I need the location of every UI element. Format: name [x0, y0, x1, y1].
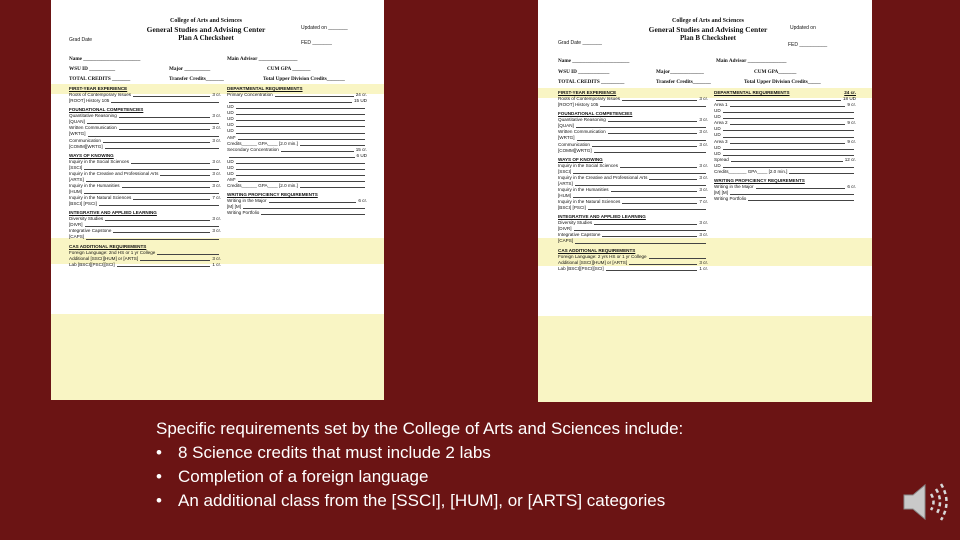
blank-line [113, 228, 210, 233]
requirement-label: AM* [227, 134, 236, 140]
requirement-row [558, 102, 708, 108]
blank-line [140, 256, 210, 261]
blank-line [594, 148, 706, 153]
credit-value: 3 cr. [212, 216, 221, 222]
requirement-label: [CAPS] [558, 238, 574, 244]
highlight-band [538, 316, 872, 402]
blank-line [730, 139, 846, 144]
requirement-label: FOUNDATIONAL COMPETENCIES [69, 107, 144, 113]
requirement-label: UD [714, 114, 721, 120]
requirement-label: INTEGRATIVE AND APPLIED LEARNING [69, 210, 157, 216]
blank-line [86, 234, 219, 239]
requirement-label: DEPARTMENTAL REQUIREMENTS [227, 86, 303, 91]
list-item [156, 489, 856, 513]
credit-value: 1 cr. [212, 261, 221, 267]
caption-intro: Specific requirements set by the College of Arts and Sciences include: [156, 419, 684, 438]
gen-ed-column [69, 83, 221, 268]
plan-b-checksheet [538, 0, 872, 402]
requirement-label: UD [227, 104, 234, 110]
requirement-label: Secondary Concentration [227, 146, 279, 152]
credit-value: 3 cr. [212, 113, 221, 119]
credit-value: 3 cr. [212, 182, 221, 188]
blank-line [576, 123, 706, 128]
requirement-label: [ARTS] [69, 176, 84, 182]
credit-value: 3 cr. [699, 117, 708, 123]
blank-line [238, 177, 365, 182]
grad-date: Grad Date _______ [558, 40, 602, 46]
requirement-label: Additional [SSCI][HUM] or [ARTS] [69, 255, 139, 261]
total-upper-division-field: Total Upper Division Credits_______ [263, 76, 345, 82]
blank-line [622, 199, 697, 204]
list-item [156, 465, 856, 489]
requirement-row [227, 210, 367, 216]
center-name: General Studies and Advising Center [648, 25, 768, 35]
requirement-label: Foreign Language: 2nd HS or 1 yr College [69, 249, 156, 255]
updated-on: Updated on _______ [301, 25, 348, 31]
requirement-label: [M] [M] [227, 204, 242, 210]
blank-line [723, 126, 854, 131]
blank-line [574, 226, 706, 231]
wsu-id-field: WSU ID __________ [69, 66, 116, 72]
credit-value: 24 cr. [355, 92, 367, 98]
credit-value: 9 cr. [847, 138, 856, 144]
requirement-label: [COMM][WRTG] [69, 143, 103, 149]
requirement-label: Inquiry in the Creative and Professional Arts [69, 170, 159, 176]
blank-line [236, 116, 365, 121]
major-field: Major_____________ [656, 69, 704, 75]
requirement-label: FIRST-YEAR EXPERIENCE [69, 86, 128, 91]
blank-line [133, 92, 210, 97]
blank-line [103, 138, 210, 143]
blank-line [87, 119, 219, 124]
blank-line [236, 128, 365, 133]
requirement-label: Inquiry in the Natural Sciences [69, 195, 132, 201]
requirement-label: Area 1 [714, 102, 728, 108]
requirement-label: [WRTG] [69, 131, 86, 137]
checksheet-header [628, 18, 788, 43]
credit-value: 6 UD [356, 152, 367, 158]
requirement-label: UD [227, 110, 234, 116]
wsu-id-field: WSU ID ____________ [558, 69, 610, 75]
total-upper-division-field: Total Upper Division Credits_____ [744, 79, 821, 85]
blank-line [723, 132, 854, 137]
blank-line [84, 165, 219, 170]
blank-line [600, 102, 706, 107]
requirement-label: Writing in the Major [714, 183, 754, 189]
cum-gpa-field: CUM GPA _______ [267, 66, 311, 72]
blank-line [300, 183, 365, 188]
credit-value: 12 cr. [844, 156, 856, 162]
departmental-column [714, 87, 856, 202]
requirement-label: Written Communication [69, 125, 117, 131]
blank-line [629, 260, 697, 265]
requirement-label: Inquiry in the Social Sciences [69, 158, 130, 164]
transfer-credits-field: Transfer Credits_______ [656, 79, 711, 85]
college-name: College of Arts and Sciences [170, 18, 242, 24]
blank-line [588, 205, 706, 210]
requirement-label: UD [714, 162, 721, 168]
requirement-label: [CAPS] [69, 234, 85, 240]
blank-line [119, 125, 211, 130]
credit-value: 3 cr. [212, 255, 221, 261]
requirement-label: UD [227, 128, 234, 134]
blank-line [620, 163, 697, 168]
requirement-label: Area 3 [714, 138, 728, 144]
requirement-label: [QUAN] [69, 119, 85, 125]
plan-title: Plan A Checksheet [178, 34, 234, 43]
blank-line [281, 147, 354, 152]
blank-line [261, 210, 365, 215]
requirement-label: Credits______ GPA____ [2.0 min.] [227, 183, 298, 188]
requirement-row [69, 234, 221, 240]
blank-line [731, 157, 843, 162]
requirement-label: [BSCI] [PSCI] [69, 201, 97, 207]
blank-line [602, 232, 697, 237]
blank-line [236, 171, 365, 176]
requirement-label: Diversity Studies [558, 220, 593, 226]
credit-value: 3 cr. [699, 186, 708, 192]
blank-line [300, 141, 365, 146]
requirement-label: UD [714, 132, 721, 138]
blank-line [236, 110, 365, 115]
requirement-label: Communication [69, 137, 101, 143]
requirement-label: Inquiry in the Humanities [558, 186, 609, 192]
requirement-row [69, 262, 221, 268]
requirement-row [558, 205, 708, 211]
blank-line [229, 98, 352, 103]
requirement-label: Additional [SSCI][HUM] or [ARTS] [558, 259, 628, 265]
requirement-row [558, 266, 708, 272]
requirement-label: Diversity Studies [69, 216, 104, 222]
requirement-label: Inquiry in the Social Sciences [558, 162, 619, 168]
blank-line [723, 108, 854, 113]
requirement-label: [ARTS] [558, 180, 573, 186]
requirement-label: UD [227, 164, 234, 170]
requirement-label: UD [227, 158, 234, 164]
credit-value: 3 cr. [212, 170, 221, 176]
blank-line [99, 201, 219, 206]
blank-line [157, 250, 219, 255]
blank-line [236, 122, 365, 127]
blank-line [131, 159, 210, 164]
blank-line [723, 114, 854, 119]
cum-gpa-field: CUM GPA_______ [754, 69, 797, 75]
plan-title: Plan B Checksheet [680, 34, 736, 43]
requirement-label: WAYS OF KNOWING [69, 152, 114, 158]
list-item-text: 8 Science credits that must include 2 labs [178, 443, 491, 462]
blank-line [573, 193, 706, 198]
gen-ed-column [558, 87, 708, 272]
requirement-label: Area 2 [714, 120, 728, 126]
requirement-label: Quantitative Reasoning [69, 113, 117, 119]
bullet: • [156, 491, 162, 510]
requirement-label: CAS ADDITIONAL REQUIREMENTS [69, 243, 147, 249]
credit-value: 7 cr. [699, 199, 708, 205]
blank-line [730, 102, 846, 107]
requirement-label: Foreign Language: 2 yrs HS or 1 yr College [558, 253, 647, 259]
credit-value: 3 cr. [212, 228, 221, 234]
requirement-label: [SSCI] [69, 164, 83, 170]
requirement-label: WAYS OF KNOWING [558, 156, 603, 162]
blank-line [105, 216, 210, 221]
requirement-label: Roots of Contemporary Issues [69, 92, 132, 98]
blank-line [577, 135, 706, 140]
requirement-row [558, 148, 708, 154]
requirement-label: Lab [BSCI][PSCI][SCI] [558, 265, 604, 271]
blank-line [160, 171, 210, 176]
requirement-label: Integrative Capstone [558, 232, 601, 238]
credit-value: 18 UD [842, 96, 856, 102]
blank-line [716, 96, 841, 101]
requirement-label: UD [714, 126, 721, 132]
requirement-label: [QUAN] [558, 123, 574, 129]
blank-line [723, 163, 854, 168]
requirement-label: Primary Concentration [227, 92, 273, 98]
name-field: Name ______________________ [558, 58, 630, 64]
blank-line [84, 189, 219, 194]
requirement-label: [BSCI] [PSCI] [558, 205, 586, 211]
credit-value: 9 cr. [847, 102, 856, 108]
credit-value: 3 cr. [699, 220, 708, 226]
credit-value: 3 cr. [212, 137, 221, 143]
blank-line [269, 198, 357, 203]
blank-line [111, 98, 219, 103]
fed-field: FED _______ [301, 40, 332, 46]
list-item-text: Completion of a foreign language [178, 467, 429, 486]
blank-line [611, 187, 698, 192]
highlight-band [51, 314, 384, 400]
requirement-label: UD [714, 150, 721, 156]
major-field: Major __________ [169, 66, 211, 72]
credit-value: 7 cr. [212, 195, 221, 201]
blank-line [243, 204, 365, 209]
updated-on: Updated on [790, 25, 816, 31]
grad-date: Grad Date [69, 37, 93, 43]
requirement-label: CAS ADDITIONAL REQUIREMENTS [558, 247, 636, 253]
requirement-label: Written Communication [558, 129, 606, 135]
credit-value: 9 cr. [847, 120, 856, 126]
blank-line [723, 145, 854, 150]
requirement-label: UD [714, 108, 721, 114]
checksheet-header [111, 18, 301, 43]
blank-line [133, 195, 210, 200]
credit-value: 1 cr. [699, 265, 708, 271]
credit-value: 3 cr. [699, 162, 708, 168]
center-name: General Studies and Advising Center [146, 25, 266, 35]
blank-line [730, 190, 854, 195]
blank-line [236, 104, 365, 109]
credit-value: 3 cr. [212, 158, 221, 164]
blank-line [594, 220, 697, 225]
fed-field: FED __________ [788, 42, 828, 48]
requirement-row [227, 183, 367, 189]
requirement-label: Writing in the Major [227, 198, 267, 204]
list-item-text: An additional class from the [SSCI], [HUM], or [ARTS] categories [178, 491, 666, 510]
requirement-row [714, 196, 856, 202]
requirement-label: [ROOT] History 105 [69, 98, 110, 104]
requirement-label: [COMM][WRTG] [558, 147, 592, 153]
credit-value: 15 cr. [355, 146, 367, 152]
list-item [156, 441, 856, 465]
blank-line [730, 120, 846, 125]
requirement-label: AM* [227, 176, 236, 182]
requirement-row [69, 98, 221, 104]
blank-line [622, 96, 697, 101]
blank-line [117, 262, 211, 267]
plan-a-checksheet [51, 0, 384, 400]
name-field: Name ______________________ [69, 56, 141, 62]
requirement-label: [DIVR] [69, 222, 83, 228]
requirement-label: Inquiry in the Creative and Professional Arts [558, 174, 648, 180]
speaker-icon[interactable] [900, 478, 950, 526]
total-credits-field: TOTAL CREDITS _________ [558, 79, 625, 85]
requirement-label: [ROOT] History 105 [558, 102, 599, 108]
requirement-label: Credits______ GPA____ [2.0 min.] [227, 140, 298, 146]
blank-line [275, 92, 354, 97]
blank-line [105, 144, 219, 149]
requirement-label: Integrative Capstone [69, 228, 112, 234]
departmental-column [227, 83, 367, 216]
credit-value: 6 cr. [358, 198, 367, 204]
blank-line [649, 254, 706, 259]
requirement-label: INTEGRATIVE AND APPLIED LEARNING [558, 214, 646, 220]
requirements-list [156, 441, 856, 513]
requirement-label: DEPARTMENTAL REQUIREMENTS [714, 90, 790, 95]
blank-line [85, 222, 219, 227]
blank-line [608, 117, 698, 122]
requirement-label: FOUNDATIONAL COMPETENCIES [558, 111, 633, 117]
blank-line [573, 169, 706, 174]
credit-value: 3 cr. [212, 92, 221, 98]
blank-line [748, 196, 854, 201]
requirement-row [69, 144, 221, 150]
bullet: • [156, 467, 162, 486]
slide-caption [156, 417, 856, 513]
requirement-label: WRITING PROFICIENCY REQUIREMENTS [227, 192, 318, 198]
total-credits-field: TOTAL CREDITS _______ [69, 76, 131, 82]
main-advisor-field: Main Advisor _______________ [716, 58, 787, 64]
requirement-label: [WRTG] [558, 135, 575, 141]
requirement-label: Inquiry in the Humanities [69, 182, 120, 188]
requirement-label: Quantitative Reasoning [558, 117, 606, 123]
credit-value: 3 cr. [699, 259, 708, 265]
blank-line [789, 169, 854, 174]
credit-value: 3 cr. [212, 125, 221, 131]
requirement-label: UD [227, 170, 234, 176]
blank-line [608, 129, 698, 134]
requirement-label: UD [227, 116, 234, 122]
requirement-label: [SSCI] [558, 168, 572, 174]
requirement-row [714, 169, 856, 175]
requirement-label: UD [227, 122, 234, 128]
requirement-label: Communication [558, 141, 590, 147]
requirement-label: Writing Portfolio [227, 210, 260, 216]
requirement-label: [HUM] [558, 193, 572, 198]
credit-value: 3 cr. [699, 232, 708, 238]
transfer-credits-field: Transfer Credits_______ [169, 76, 224, 82]
requirement-label: Lab [BSCI][PSCI][SCI] [69, 261, 115, 267]
blank-line [119, 113, 211, 118]
blank-line [649, 175, 697, 180]
blank-line [229, 153, 355, 158]
requirement-label: Credits_______ GPA____ [2.0 min.] [714, 168, 788, 174]
blank-line [236, 159, 365, 164]
blank-line [575, 238, 706, 243]
blank-line [575, 181, 706, 186]
college-name: College of Arts and Sciences [672, 18, 744, 24]
blank-line [723, 151, 854, 156]
blank-line [236, 165, 365, 170]
main-advisor-field: Main Advisor _______________ [227, 56, 298, 62]
requirement-row [69, 201, 221, 207]
requirement-label: [DIVR] [558, 226, 572, 232]
credit-value: 3 cr. [699, 129, 708, 135]
credit-value: 3 cr. [699, 174, 708, 180]
bullet: • [156, 443, 162, 462]
requirement-label: [HUM] [69, 189, 83, 194]
requirement-label: Spread [714, 156, 729, 162]
blank-line [88, 131, 219, 136]
requirement-label: UD [714, 144, 721, 150]
requirement-label: [M] [M] [714, 190, 729, 195]
blank-line [122, 183, 211, 188]
credit-value: 6 cr. [847, 183, 856, 189]
blank-line [606, 266, 698, 271]
blank-line [86, 177, 219, 182]
requirement-label: FIRST-YEAR EXPERIENCE [558, 90, 617, 95]
requirement-row [558, 238, 708, 244]
credit-value: 3 cr. [699, 141, 708, 147]
blank-line [756, 184, 846, 189]
requirement-label: Inquiry in the Natural Sciences [558, 199, 621, 205]
credit-value: 3 cr. [699, 96, 708, 102]
blank-line [592, 142, 697, 147]
requirement-label: WRITING PROFICIENCY REQUIREMENTS [714, 177, 805, 183]
blank-line [238, 135, 365, 140]
requirement-label: Roots of Contemporary Issues [558, 96, 621, 102]
requirement-label: Writing Portfolio [714, 196, 747, 202]
credit-value: 24 cr. [844, 90, 856, 95]
credit-value: 15 UD [353, 98, 367, 104]
